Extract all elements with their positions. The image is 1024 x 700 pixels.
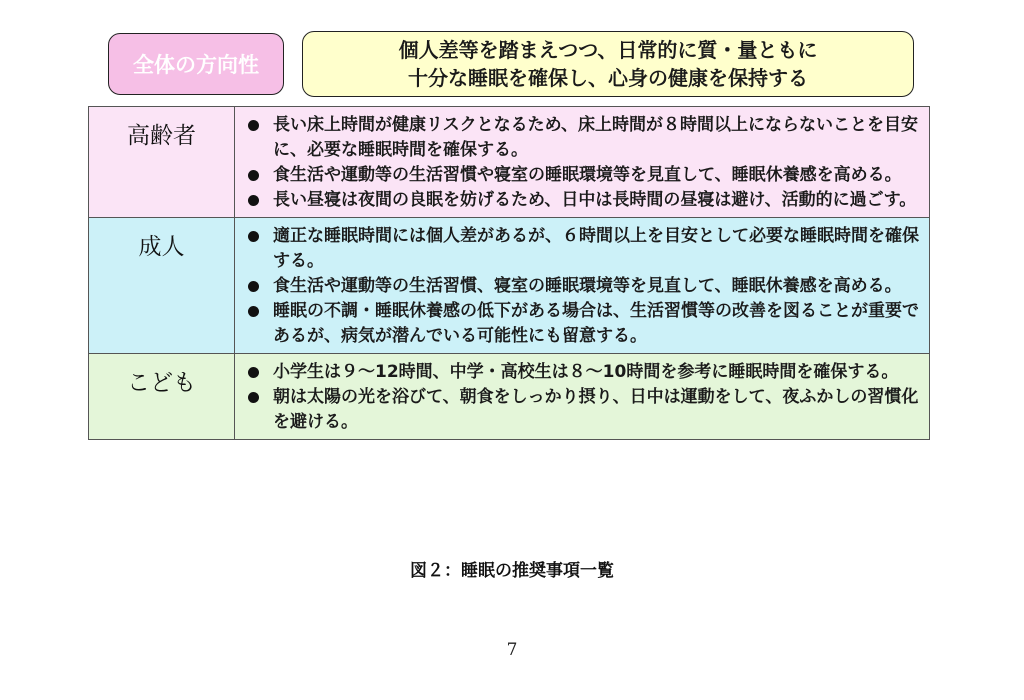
bullet-icon	[248, 392, 259, 403]
list-item	[245, 360, 921, 385]
overall-direction-line-2: 十分な睡眠を確保し、心身の健康を保持する	[408, 66, 808, 90]
row-recommendations	[235, 107, 930, 218]
bullet-icon	[248, 170, 259, 181]
list-item	[245, 385, 921, 435]
recommendation-text: 朝は太陽の光を浴びて、朝食をしっかり摂り、日中は運動をして、夜ふかしの習慣化を避ける。	[273, 387, 919, 432]
bullet-icon	[248, 231, 259, 242]
bullet-icon	[248, 367, 259, 378]
row-label: こども	[89, 354, 235, 440]
recommendation-text: 睡眠の不調・睡眠休養感の低下がある場合は、生活習慣等の改善を図ることが重要であるが、病気が潜んでいる可能性にも留意する。	[273, 301, 919, 346]
recommendation-text: 食生活や運動等の生活習慣や寝室の睡眠環境等を見直して、睡眠休養感を高める。	[273, 165, 902, 185]
list-item	[245, 299, 921, 349]
row-label: 成人	[89, 218, 235, 354]
bullet-icon	[248, 195, 259, 206]
bullet-icon	[248, 281, 259, 292]
recommendation-list	[245, 360, 921, 435]
list-item	[245, 274, 921, 299]
recommendation-text: 小学生は９～12時間、中学・高校生は８～10時間を参考に睡眠時間を確保する。	[273, 362, 899, 382]
table-row	[89, 107, 930, 218]
figure-caption: 図２：睡眠の推奨事項一覧	[410, 561, 614, 581]
overall-direction-label-text: 全体の方向性	[133, 53, 259, 77]
row-label: 高齢者	[89, 107, 235, 218]
bullet-icon	[248, 306, 259, 317]
table-row	[89, 218, 930, 354]
list-item	[245, 188, 921, 213]
recommendation-text: 長い床上時間が健康リスクとなるため、床上時間が８時間以上にならないことを目安に、必要な睡眠時間を確保する。	[273, 115, 918, 160]
overall-direction-label	[108, 33, 284, 95]
list-item	[245, 113, 921, 163]
page-number: 7	[506, 640, 518, 660]
bullet-icon	[248, 120, 259, 131]
list-item	[245, 224, 921, 274]
table-row	[89, 354, 930, 440]
recommendation-list	[245, 113, 921, 213]
recommendation-table	[88, 106, 930, 440]
recommendation-text: 適正な睡眠時間には個人差があるが、６時間以上を目安として必要な睡眠時間を確保する。	[273, 226, 919, 271]
overall-direction-line-1: 個人差等を踏まえつつ、日常的に質・量ともに	[398, 38, 818, 62]
overall-direction-box	[302, 31, 914, 97]
recommendation-text: 食生活や運動等の生活習慣、寝室の睡眠環境等を見直して、睡眠休養感を高める。	[273, 276, 902, 296]
row-recommendations	[235, 354, 930, 440]
recommendation-text: 長い昼寝は夜間の良眠を妨げるため、日中は長時間の昼寝は避け、活動的に過ごす。	[273, 190, 917, 210]
row-recommendations	[235, 218, 930, 354]
list-item	[245, 163, 921, 188]
recommendation-list	[245, 224, 921, 349]
